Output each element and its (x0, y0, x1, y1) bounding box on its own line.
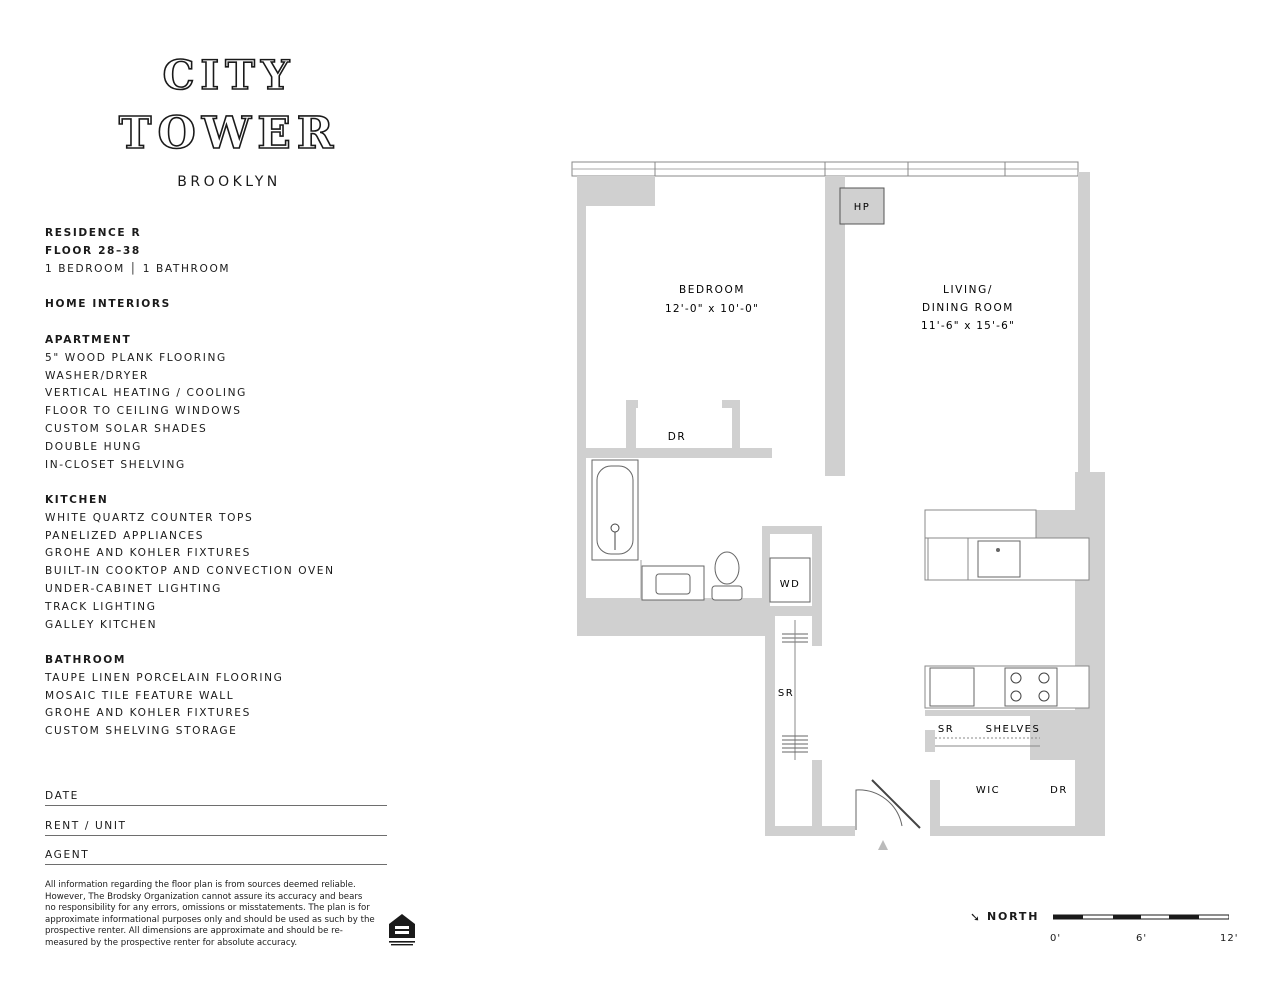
wall-bottom-right (930, 826, 1105, 836)
wic-label: WIC (975, 785, 1001, 796)
living-dimensions: 11'-6" x 15'-6" (921, 320, 1015, 332)
oven (930, 668, 974, 706)
wall-left (577, 176, 586, 636)
kitchen-heading: KITCHEN (45, 494, 109, 506)
north-arrow-icon: ➘ (970, 910, 981, 924)
wall-bottom-left (765, 826, 855, 836)
apartment-feature: VERTICAL HEATING / COOLING (45, 387, 247, 400)
date-field: DATE (45, 790, 387, 806)
bathroom-feature: CUSTOM SHELVING STORAGE (45, 725, 238, 738)
apartment-section (45, 332, 247, 474)
bathroom-feature: TAUPE LINEN PORCELAIN FLOORING (45, 671, 284, 684)
dr-label-2: DR (1050, 785, 1068, 796)
bedroom-dimensions: 12'-0" x 10'-0" (665, 303, 759, 315)
hp-label: HP (853, 202, 871, 213)
sr-label: SR (777, 688, 795, 699)
walls (577, 172, 1105, 836)
floor-plan (560, 150, 1120, 850)
apartment-feature: WASHER/DRYER (45, 369, 150, 382)
living-label-1: LIVING/ (943, 284, 993, 296)
residence-name: RESIDENCE R (45, 227, 142, 239)
north-label: NORTH (987, 910, 1040, 923)
apartment-feature: CUSTOM SOLAR SHADES (45, 422, 208, 435)
bathroom-section (45, 652, 283, 741)
brand-title-city: CITY (162, 52, 296, 99)
wall-sr-right (812, 760, 822, 836)
kitchen-feature: UNDER-CABINET LIGHTING (45, 582, 222, 595)
residence-rooms: 1 BEDROOM │ 1 BATHROOM (45, 263, 231, 275)
wall-bath-bottom (577, 598, 762, 636)
scale-label: 12' (1220, 933, 1239, 944)
shelves-label: SHELVES (985, 724, 1041, 735)
kitchen-feature: WHITE QUARTZ COUNTER TOPS (45, 511, 254, 524)
wall-corner-nw (577, 176, 655, 206)
wall-sr-left (765, 616, 775, 836)
scale-bar (1053, 912, 1229, 922)
sr-label-2: SR (937, 724, 955, 735)
apartment-feature: 5" WOOD PLANK FLOORING (45, 351, 227, 364)
apartment-feature: FLOOR TO CEILING WINDOWS (45, 405, 242, 418)
apartment-heading: APARTMENT (45, 334, 132, 346)
dishwasher (928, 538, 968, 580)
scale-label: 0' (1050, 933, 1062, 944)
bedroom-label: BEDROOM (678, 284, 746, 296)
residence-floor: FLOOR 28–38 (45, 245, 141, 257)
kitchen-counter-upper (925, 510, 1036, 538)
apartment-feature: DOUBLE HUNG (45, 440, 142, 453)
brand-title-tower: TOWER (118, 108, 340, 159)
kitchen-feature: TRACK LIGHTING (45, 600, 157, 613)
wall-wd-bottom (762, 606, 822, 616)
kitchen-feature: BUILT-IN COOKTOP AND CONVECTION OVEN (45, 565, 335, 578)
kitchen-sink (978, 541, 1020, 577)
kitchen-feature: GROHE AND KOHLER FIXTURES (45, 547, 251, 560)
apartment-feature: IN-CLOSET SHELVING (45, 458, 186, 471)
kitchen-feature: GALLEY KITCHEN (45, 618, 158, 631)
wall-bedroom-bath (586, 448, 772, 458)
scale-label: 6' (1136, 933, 1148, 944)
living-label-2: DINING ROOM (922, 302, 1014, 314)
wall-right-upper (1078, 172, 1090, 474)
entry-door-swing (856, 790, 902, 830)
disclaimer-text: All information regarding the floor plan is from sources deemed reliable. However, The Brodsky Organization cannot assure its accuracy and bears no responsibility for any errors, omissions or misstatements. The plan is for approximate informational purposes only and should be used as such by the prospective renter. All dimensions are approximate and should be re-measured by the prospective renter for absolute accuracy. (45, 880, 375, 948)
rent-unit-field: RENT / UNIT (45, 820, 387, 836)
entry-marker (878, 840, 888, 850)
equal-housing-icon (387, 912, 417, 948)
brand-subtitle: BROOKLYN (177, 174, 281, 190)
kitchen-section (45, 492, 335, 634)
kitchen-feature: PANELIZED APPLIANCES (45, 529, 205, 542)
home-interiors-heading: HOME INTERIORS (45, 298, 171, 310)
closet-dr-label: DR (667, 431, 687, 443)
agent-field: AGENT (45, 849, 387, 865)
wd-label: WD (779, 579, 801, 590)
bathroom-feature: MOSAIC TILE FEATURE WALL (45, 689, 235, 702)
toilet (715, 552, 739, 584)
bathroom-feature: GROHE AND KOHLER FIXTURES (45, 707, 251, 720)
bathroom-heading: BATHROOM (45, 654, 127, 666)
